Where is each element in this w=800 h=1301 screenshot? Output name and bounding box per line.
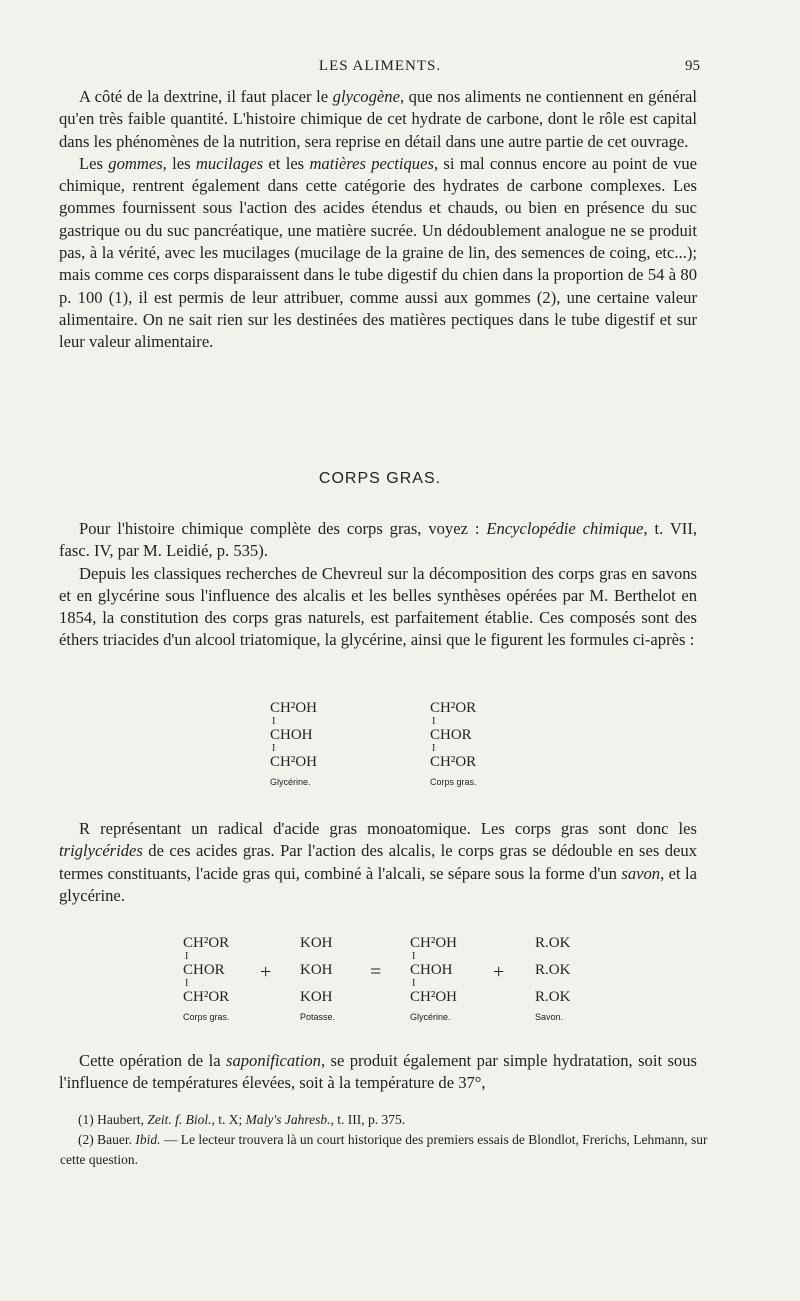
section-text-3 bbox=[59, 1050, 697, 1095]
formula-corps-gras-reactant: CH²OR I CHOR I CH²OR Corps gras. bbox=[183, 935, 230, 1025]
formula-potasse: KOH KOH KOH Potasse. bbox=[300, 935, 335, 1025]
footnote-2: (2) Bauer. Ibid. — Le lecteur trouvera là un court historique des premiers essais de Blondlot, Frerichs, Lehmann, sur cette question. bbox=[60, 1132, 708, 1167]
formula-caption: Corps gras. bbox=[183, 1012, 230, 1022]
formula-caption: Glycérine. bbox=[410, 1012, 451, 1022]
formula-caption: Potasse. bbox=[300, 1012, 336, 1022]
paragraph-reference: Pour l'histoire chimique complète des corps gras, voyez : Encyclopédie chimique, t. VII, fasc. IV, par M. Leidié, p. 535). bbox=[59, 519, 697, 561]
footnotes bbox=[60, 1110, 710, 1170]
section-text-2 bbox=[59, 818, 697, 907]
section-title: CORPS GRAS. bbox=[318, 470, 442, 487]
footnote-1: (1) Haubert, Zeit. f. Biol., t. X; Maly's Jahresb., t. III, p. 375. bbox=[78, 1112, 406, 1127]
running-title: LES ALIMENTS. bbox=[318, 58, 442, 74]
formula-caption: Glycérine. bbox=[270, 777, 311, 787]
plus-sign: + bbox=[493, 961, 505, 983]
paragraph-triglycerides: R représentant un radical d'acide gras monoatomique. Les corps gras sont donc les triglycérides de ces acides gras. Par l'action des alcalis, le corps gras se dédouble en ses deux termes constituants, l'acide gras qui, combiné à l'alcali, se sépare sous la forme d'un savon, et la glycérine. bbox=[59, 819, 697, 905]
formula-glycerine: CH²OH I CHOH I CH²OH Glycérine. bbox=[270, 700, 317, 790]
section-text-1 bbox=[59, 518, 697, 652]
equals-sign: = bbox=[370, 961, 382, 983]
formula-corps-gras: CH²OR I CHOR I CH²OR Corps gras. bbox=[430, 700, 477, 790]
paragraph-gommes: Les gommes, les mucilages et les matières pectiques, si mal connus encore au point de vue chimique, rentrent également dans cette catégorie des hydrates de carbone complexes. Les gommes fournissent sous l'action des acides étendus et chauds, ou bien en présence du suc gastrique ou du suc pancréatique, une matière sucrée. Un dédoublement analogue ne se produit pas, à la vérité, avec les mucilages (mucilage de la graine de lin, des semences de coing, etc...); mais comme ces corps disparaissent dans le tube digestif du chien dans la proportion de 54 à 80 p. 100 (1), il est permis de leur attribuer, comme aussi aux gommes (2), une certaine valeur alimentaire. On ne sait rien sur les destinées des matières pectiques dans le tube digestif et sur leur valeur alimentaire. bbox=[59, 153, 698, 352]
running-header bbox=[0, 58, 800, 82]
intro-text bbox=[59, 86, 697, 354]
paragraph-chevreul: Depuis les classiques recherches de Chevreul sur la décomposition des corps gras en savons et en glycérine sous l'influence des alcalis et les belles synthèses opérées par M. Berthelot en 1854, la constitution des corps gras naturels, est parfaitement établie. Ces composés sont des éthers triacides d'un alcool triatomique, la glycérine, ainsi que le figurent les formules ci-après : bbox=[59, 563, 697, 650]
formula-caption: Corps gras. bbox=[430, 777, 477, 787]
plus-sign: + bbox=[260, 961, 272, 983]
formula-savon: R.OK R.OK R.OK Savon. bbox=[535, 935, 570, 1025]
paragraph-saponification: Cette opération de la saponification, se produit également par simple hydratation, soit sous l'influence de températures élevées, soit à la température de 37°, bbox=[59, 1051, 697, 1093]
formula-glycerine-product: CH²OH I CHOH I CH²OH Glycérine. bbox=[410, 935, 457, 1025]
paragraph-glycogene: A côté de la dextrine, il faut placer le glycogène, que nos aliments ne contiennent en général qu'en très faible quantité. L'histoire chimique de cet hydrate de carbone, dont le rôle est capital dans les phénomènes de la nutrition, sera reprise en détail dans une autre partie de cet ouvrage. bbox=[59, 87, 697, 151]
formula-caption: Savon. bbox=[535, 1012, 564, 1022]
page-number: 95 bbox=[685, 58, 700, 74]
